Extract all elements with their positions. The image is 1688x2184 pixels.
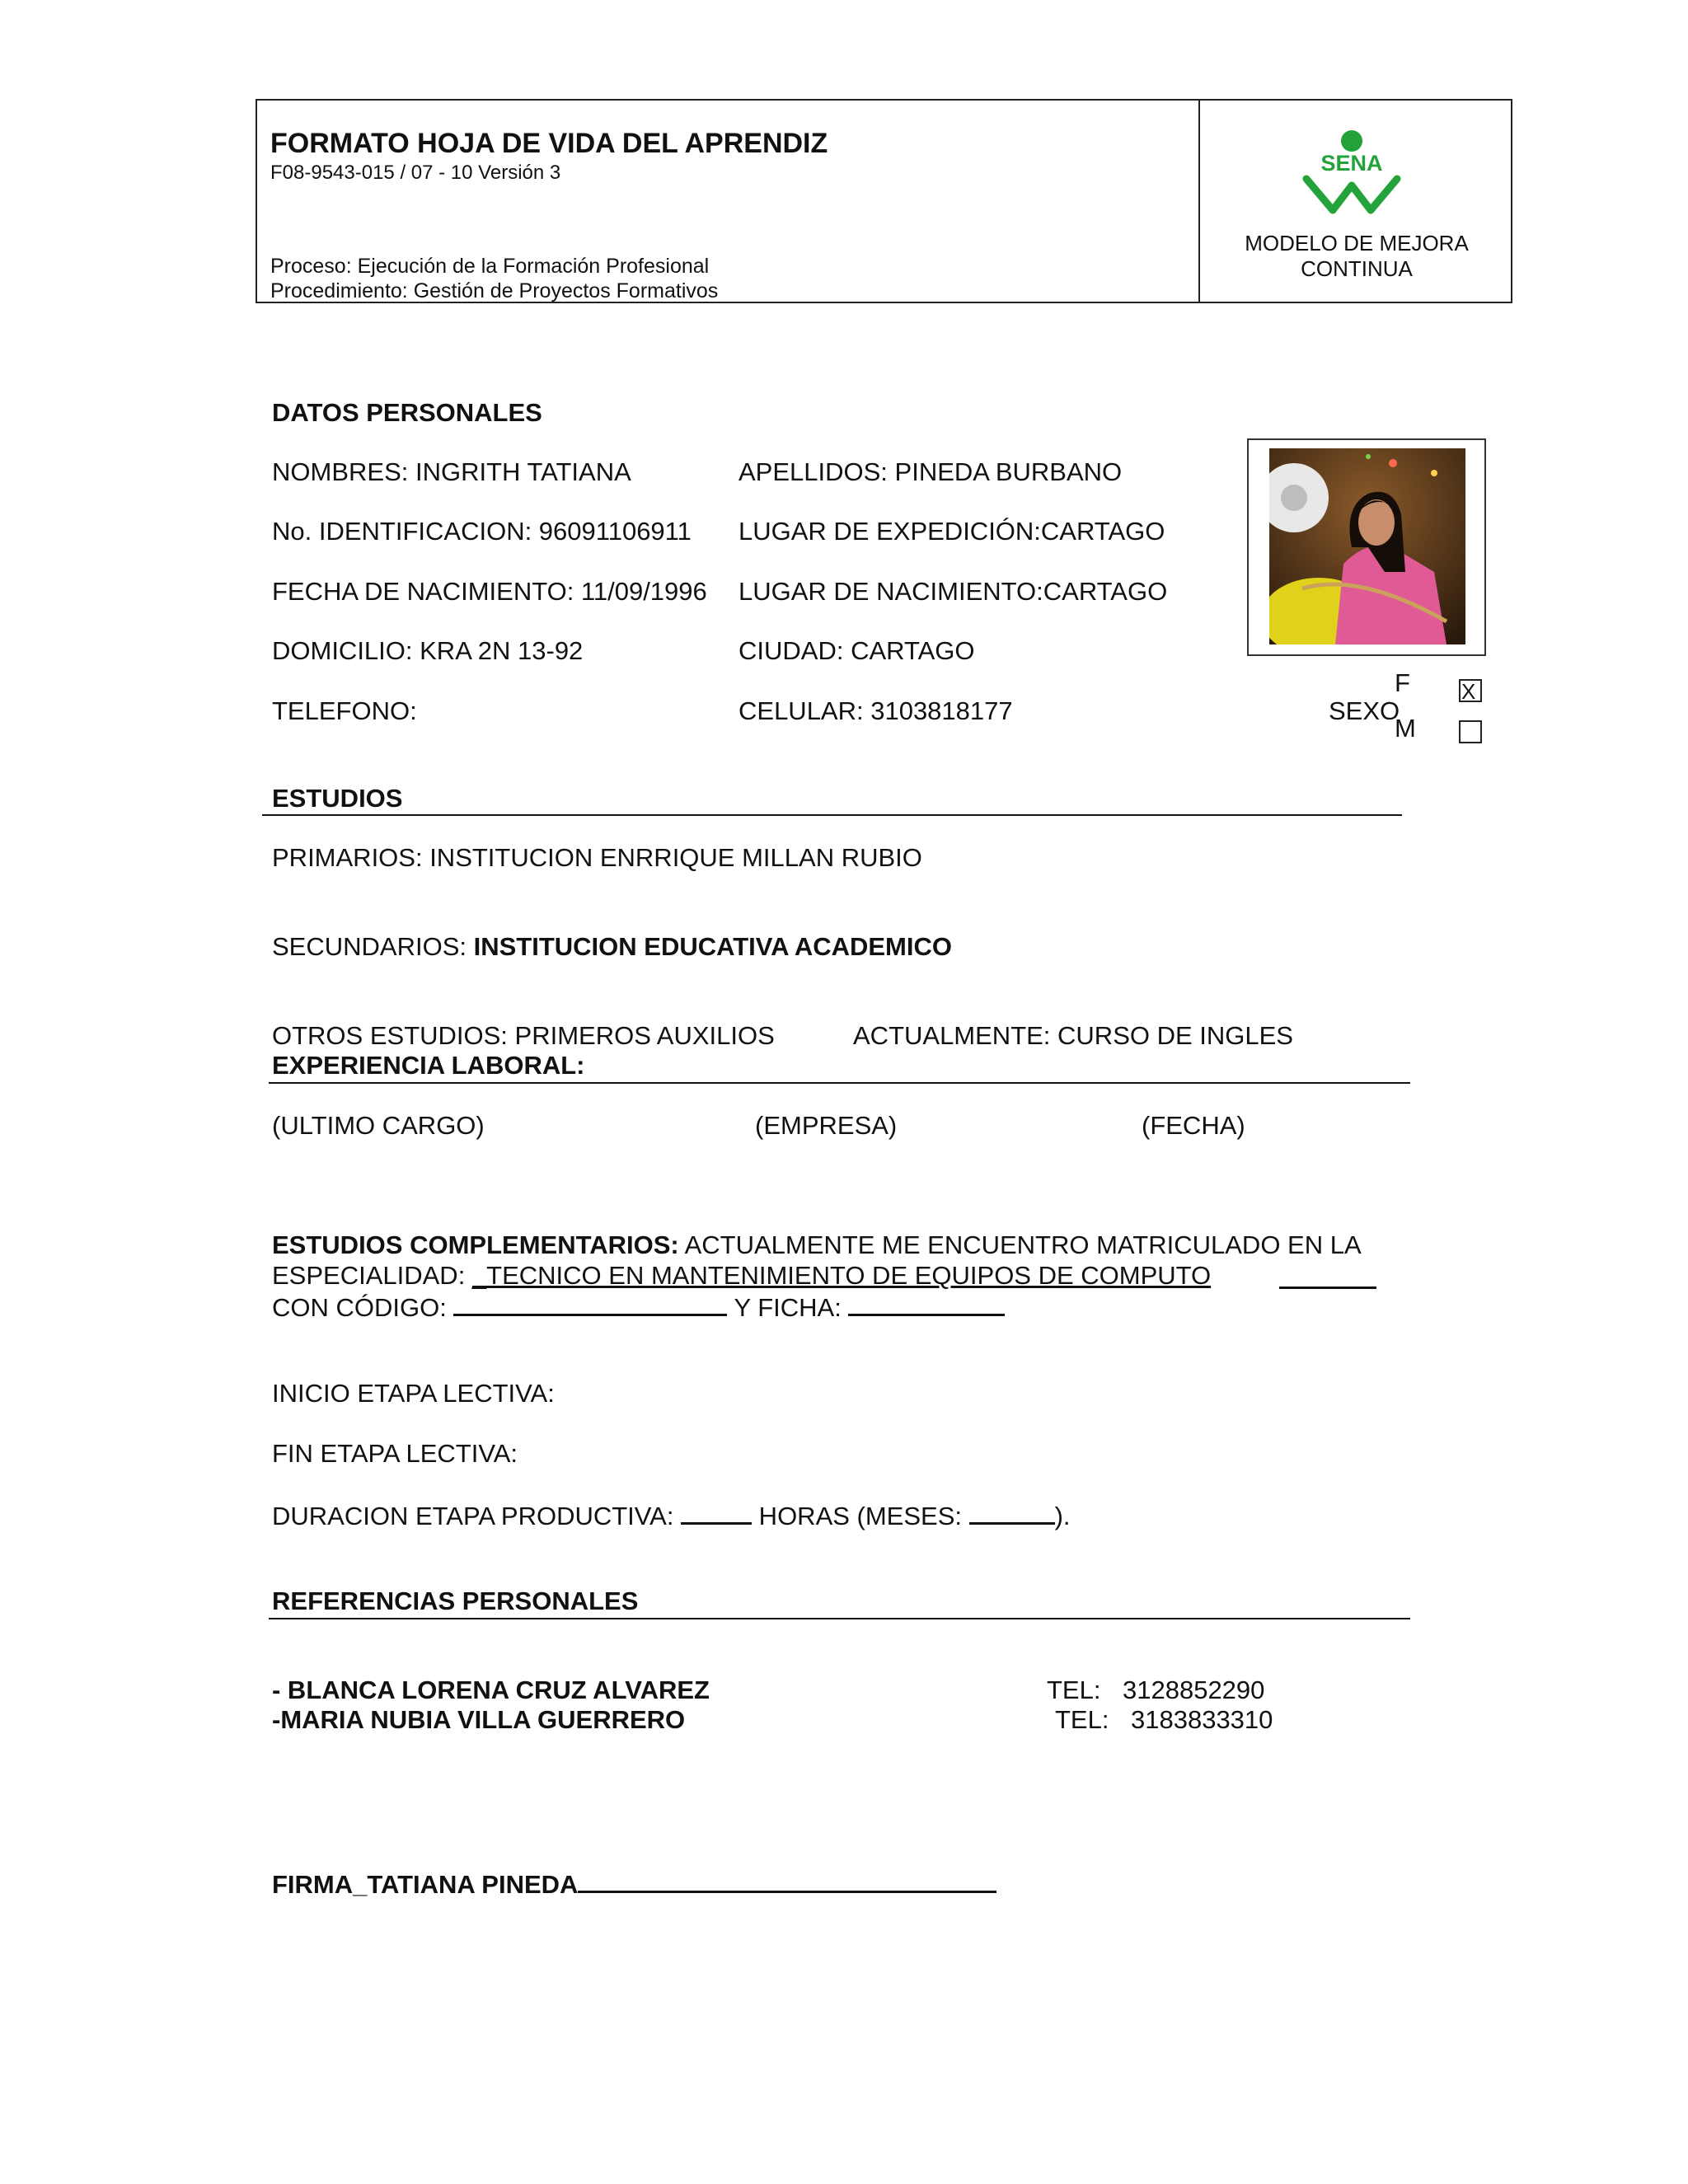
primarios-field: PRIMARIOS: INSTITUCION ENRRIQUE MILLAN RUBIO [272,843,922,872]
horas-label: HORAS (MESES: [752,1502,969,1530]
domicilio-field: DOMICILIO: KRA 2N 13-92 [272,636,584,665]
firma-field [272,1869,996,1897]
otros-estudios-field: OTROS ESTUDIOS: PRIMEROS AUXILIOS [272,1021,775,1050]
fecha-column: (FECHA) [1142,1111,1245,1140]
duracion-close: ). [1054,1502,1071,1530]
fecha-nacimiento-field: FECHA DE NACIMIENTO: 11/09/1996 [272,577,707,606]
especialidad-label: ESPECIALIDAD: [272,1261,472,1290]
referencia-1-name: - BLANCA LORENA CRUZ ALVAREZ [272,1675,710,1704]
secundarios-label: SECUNDARIOS: [272,932,474,961]
procedimiento-text: Procedimiento: Gestión de Proyectos Formativos [270,279,719,302]
ficha-label: Y FICHA: [727,1293,849,1322]
svg-text:SENA: SENA [1320,151,1383,176]
inicio-lectiva-field: INICIO ETAPA LECTIVA: [272,1379,555,1408]
codigo-blank [453,1292,727,1316]
celular-field: CELULAR: 3103818177 [738,696,1013,725]
referencia-2-tel: 3183833310 [1131,1705,1273,1734]
codigo-line [272,1292,1005,1320]
document-title: FORMATO HOJA DE VIDA DEL APRENDIZ [270,128,828,159]
telefono-field: TELEFONO: [272,696,417,725]
sexo-f-checkbox[interactable] [1459,679,1482,702]
proceso-text: Proceso: Ejecución de la Formación Profesional [270,255,710,278]
referencias-heading: REFERENCIAS PERSONALES [272,1586,639,1615]
referencia-1-tel-label: TEL: [1047,1675,1101,1704]
sexo-m-checkbox[interactable] [1459,720,1482,743]
referencia-2-name: -MARIA NUBIA VILLA GUERRERO [272,1705,686,1734]
estudios-rule [262,814,1402,816]
fin-lectiva-field: FIN ETAPA LECTIVA: [272,1439,518,1468]
horas-blank [681,1501,752,1525]
complementarios-line-1 [272,1232,1362,1258]
personal-heading: DATOS PERSONALES [272,398,542,427]
lugar-nacimiento-field: LUGAR DE NACIMIENTO:CARTAGO [738,577,1168,606]
especialidad-line [272,1263,1211,1288]
document-code: F08-9543-015 / 07 - 10 Versión 3 [270,162,561,184]
especialidad-blank [1279,1286,1376,1289]
firma-blank [578,1869,996,1893]
actualmente-field: ACTUALMENTE: CURSO DE INGLES [853,1021,1293,1050]
ultimo-cargo-column: (ULTIMO CARGO) [272,1111,485,1140]
sena-logo [1298,128,1405,218]
apellidos-field: APELLIDOS: PINEDA BURBANO [738,457,1123,486]
codigo-label: CON CÓDIGO: [272,1293,454,1322]
secundarios-field [272,934,952,959]
nombres-field: NOMBRES: INGRITH TATIANA [272,457,631,486]
duracion-label: DURACION ETAPA PRODUCTIVA: [272,1502,682,1530]
identificacion-field: No. IDENTIFICACION: 96091106911 [272,517,692,546]
secundarios-value: INSTITUCION EDUCATIVA ACADEMICO [473,932,952,961]
model-line-2: CONTINUA [1301,256,1413,281]
sexo-f-check-mark: X [1461,679,1476,704]
complementarios-text: ACTUALMENTE ME ENCUENTRO MATRICULADO EN LA [678,1230,1362,1259]
meses-blank [969,1501,1055,1525]
complementarios-heading: ESTUDIOS COMPLEMENTARIOS: [272,1230,679,1259]
sexo-label: SEXO [1329,696,1400,725]
lugar-expedicion-field: LUGAR DE EXPEDICIÓN:CARTAGO [738,517,1165,546]
referencia-1-tel: 3128852290 [1123,1675,1265,1704]
empresa-column: (EMPRESA) [755,1111,898,1140]
duracion-line [272,1501,1071,1529]
sexo-m-label: M [1395,714,1416,743]
ciudad-field: CIUDAD: CARTAGO [738,636,975,665]
especialidad-value: _TECNICO EN MANTENIMIENTO DE EQUIPOS DE COMPUTO [471,1261,1212,1290]
referencias-rule [269,1618,1410,1619]
ficha-blank [848,1292,1005,1316]
experiencia-rule [269,1082,1410,1084]
sexo-f-label: F [1395,668,1410,697]
model-line-1: MODELO DE MEJORA [1245,231,1469,255]
estudios-heading: ESTUDIOS [272,784,403,813]
applicant-photo [1269,448,1465,644]
firma-label: FIRMA_TATIANA PINEDA [272,1870,579,1899]
experiencia-heading: EXPERIENCIA LABORAL: [272,1051,585,1080]
referencia-2-tel-label: TEL: [1055,1705,1109,1734]
